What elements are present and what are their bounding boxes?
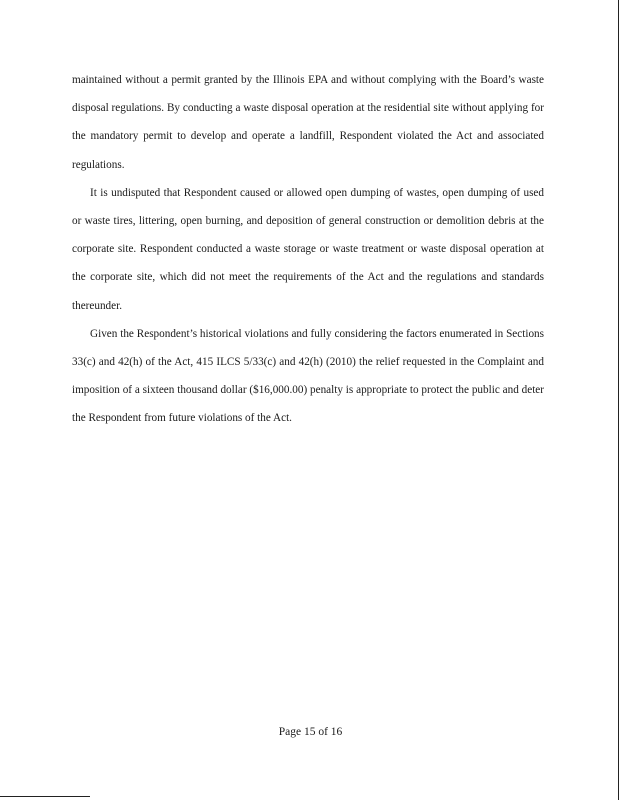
paragraph-relief-penalty: Given the Respondent’s historical violations and fully considering the factors enumerated in Sections 33(c) and 42(h) of the Act, 415 ILCS 5/33(c) and 42(h) (2010) the relief requested in the Complaint and imposition of a sixteen thousand dollar ($16,000.00) penalty is appropriate to protect the public and deter the Respondent from future violations of the Act. (72, 327, 544, 425)
page-number: Page 15 of 16 (278, 726, 343, 738)
page-right-edge (618, 0, 619, 800)
paragraph-corporate-site: It is undisputed that Respondent caused or allowed open dumping of wastes, open dumping of used or waste tires, littering, open burning, and deposition of general construction or demolition debris at the corporate site. Respondent conducted a waste storage or waste treatment or waste disposal operation at the corporate site, which did not meet the requirements of the Act and the regulations and standards thereunder. (72, 186, 544, 312)
bottom-rule (0, 796, 90, 797)
paragraph-continuation: maintained without a permit granted by the Illinois EPA and without complying with the Board’s waste disposal regulations. By conducting a waste disposal operation at the residential site without applying for the mandatory permit to develop and operate a landfill, Respondent violated the Act and associated regulations. (72, 74, 544, 171)
document-body (72, 66, 544, 433)
